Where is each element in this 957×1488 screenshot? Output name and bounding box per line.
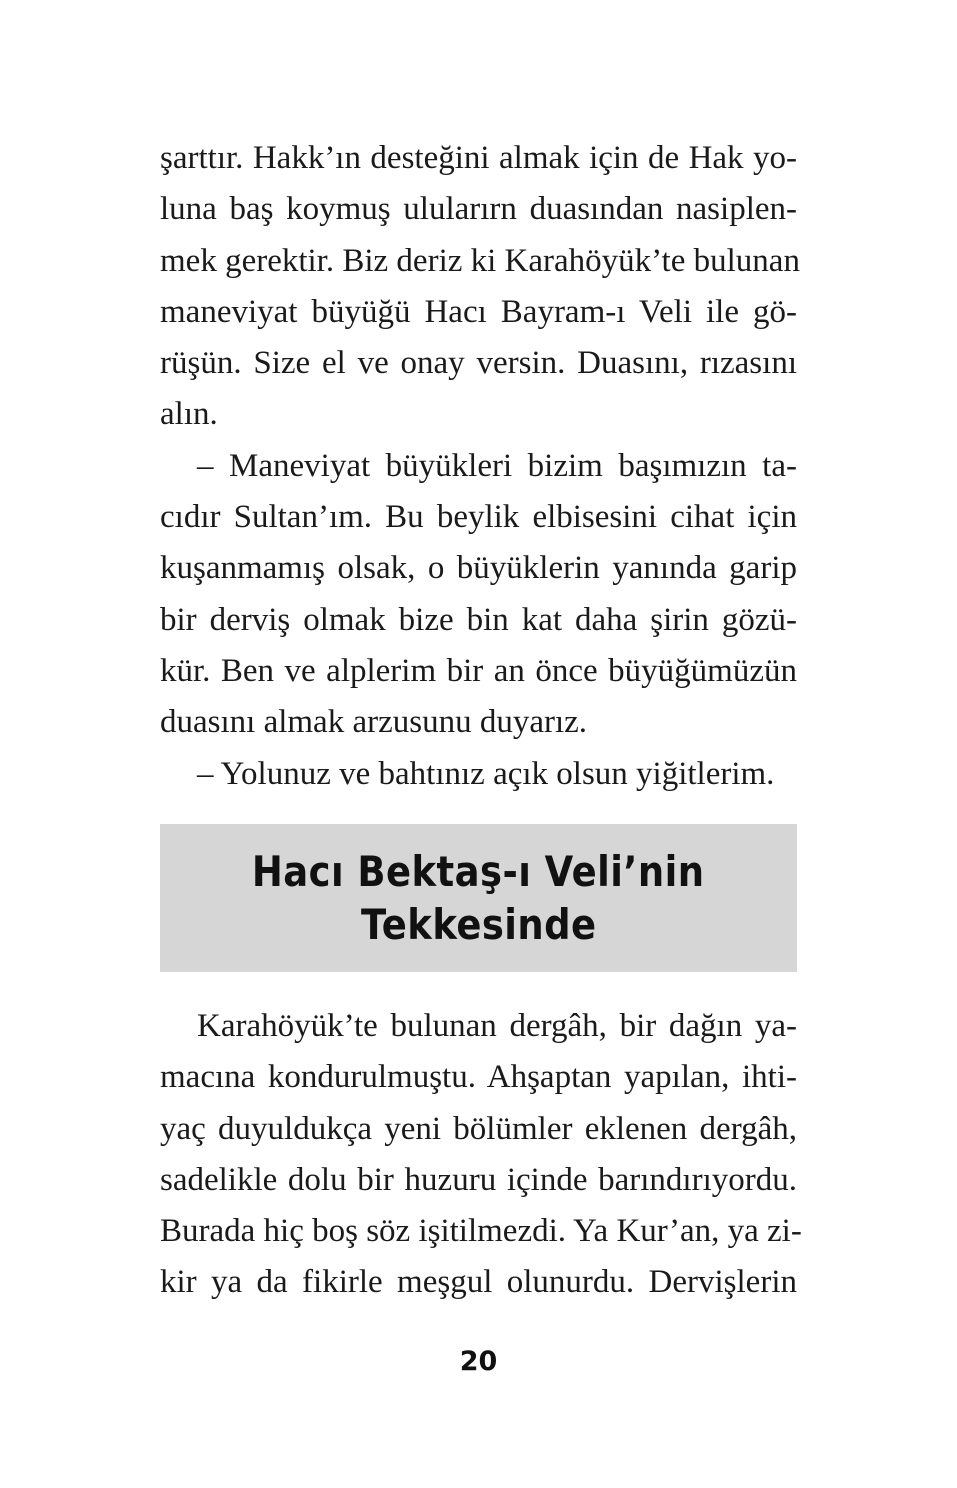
page-number: 20 xyxy=(459,1346,498,1377)
text-line: kür. Ben ve alplerim bir an önce büyüğümüzün xyxy=(160,652,797,689)
text-line: maneviyat büyüğü Hacı Bayram-ı Veli ile gö- xyxy=(160,293,797,330)
text-line: şarttır. Hakk’ın desteğini almak için de Hak yo- xyxy=(160,140,797,176)
text-line: luna baş koymuş ulularırn duasından nasiplen- xyxy=(160,191,797,228)
text-line: – Yolunuz ve bahtınız açık olsun yiğitlerim. xyxy=(197,755,775,792)
text-line: bir derviş olmak bize bin kat daha şirin gözü- xyxy=(160,601,797,638)
text-line: mek gerektir. Biz deriz ki Karahöyük’te bulunan xyxy=(160,242,800,279)
text-line: sadelikle dolu bir huzuru içinde barındırıyordu. xyxy=(160,1161,797,1198)
text-line: Karahöyük’te bulunan dergâh, bir dağın ya- xyxy=(197,1008,797,1044)
text-line: kir ya da fikirle meşgul olunurdu. Dervişlerin xyxy=(160,1264,797,1301)
text-line: duasını almak arzusunu duyarız. xyxy=(160,704,588,741)
body-text-bottom xyxy=(160,1001,802,1309)
section-heading-line-2: Tekkesinde xyxy=(360,900,597,949)
section-heading-line-1: Hacı Bektaş-ı Veli’nin xyxy=(252,847,705,896)
text-line: kuşanmamış olsak, o büyüklerin yanında garip xyxy=(160,550,797,587)
text-line: alın. xyxy=(160,396,218,433)
body-text-top xyxy=(160,133,800,800)
text-line: Burada hiç boş söz işitilmezdi. Ya Kur’an, ya zi- xyxy=(160,1213,802,1250)
text-line: rüşün. Size el ve onay versin. Duasını, rızasını xyxy=(160,345,797,382)
section-heading-box xyxy=(160,824,797,972)
text-line: macına kondurulmuştu. Ahşaptan yapılan, ihti- xyxy=(160,1059,797,1096)
text-line: yaç duyuldukça yeni bölümler eklenen dergâh, xyxy=(160,1110,797,1147)
text-line: – Maneviyat büyükleri bizim başımızın ta- xyxy=(197,447,797,484)
text-line: cıdır Sultan’ım. Bu beylik elbisesini cihat için xyxy=(160,499,797,536)
